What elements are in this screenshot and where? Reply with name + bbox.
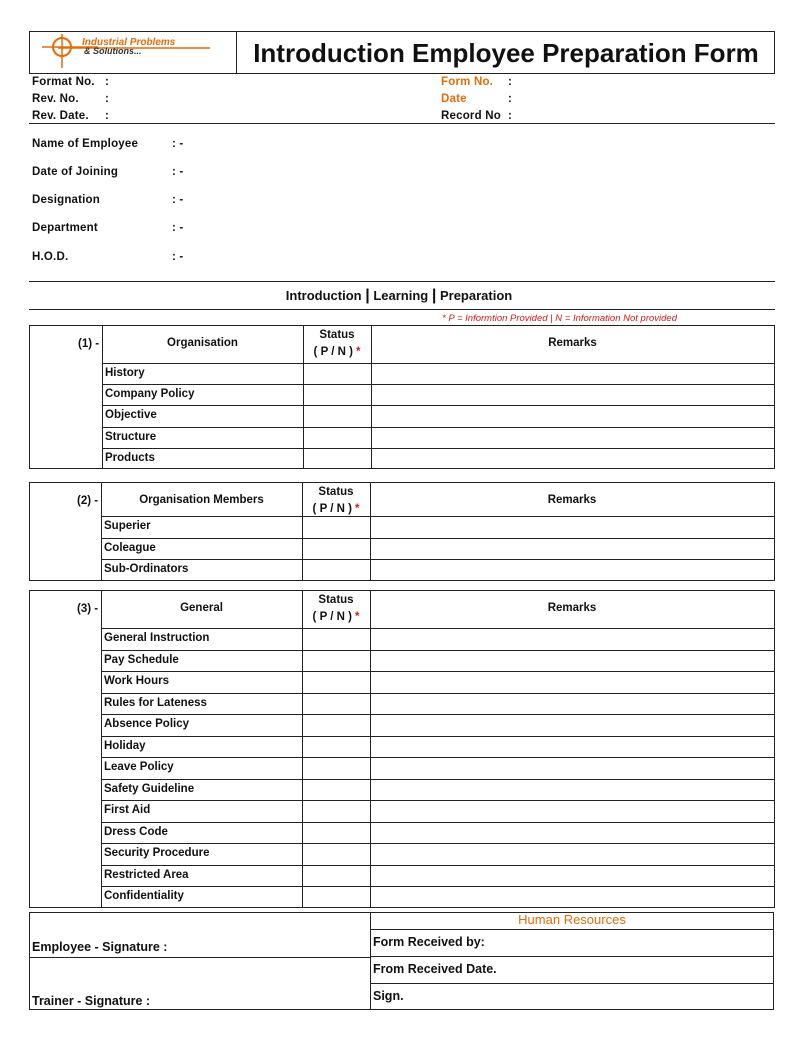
status-header-line2 [303,344,371,361]
section-top-line [29,281,775,282]
employee-field-value[interactable]: : - [172,166,184,178]
checklist-item-label: Safety Guideline [104,782,195,795]
meta-separator: : [105,110,110,122]
heading-introduction: Introduction [285,288,362,303]
checklist-item-label: Restricted Area [104,868,189,881]
meta-label: Form No. [441,76,494,88]
section-number: (1) - [78,338,100,350]
status-cell[interactable] [303,737,369,757]
employee-field-label: H.O.D. [32,251,69,263]
hr-title: Human Resources [518,912,626,927]
status-cell[interactable] [303,629,369,649]
heading-learning: Learning [373,288,429,303]
status-header-line1: Status [318,486,354,498]
status-cell[interactable] [303,672,369,692]
checklist-item-label: Coleague [104,541,156,554]
status-header-star: * [355,346,361,358]
status-cell[interactable] [304,449,370,468]
status-cell[interactable] [303,651,369,671]
heading-preparation: Preparation [439,288,513,303]
status-header-line1: Status [318,594,354,606]
meta-divider [29,123,775,124]
received-date-label: From Received Date. [373,962,497,976]
status-header [302,484,370,518]
footer-right-line3 [370,983,774,984]
remarks-cell[interactable] [371,715,773,735]
checklist-item-label: Pay Schedule [104,653,179,666]
remarks-cell[interactable] [372,428,773,447]
remarks-cell[interactable] [371,844,773,864]
remarks-cell[interactable] [371,737,773,757]
employee-signature-label: Employee - Signature : [32,940,168,954]
status-header-line2 [302,501,370,518]
status-cell[interactable] [303,780,369,800]
status-cell[interactable] [303,844,369,864]
meta-label: Rev. No. [32,93,79,105]
remarks-cell[interactable] [372,364,773,383]
status-cell[interactable] [303,560,369,580]
employee-field-label: Date of Joining [32,166,119,178]
status-cell[interactable] [303,887,369,907]
checklist-item-label: Confidentiality [104,890,184,902]
remarks-cell[interactable] [371,866,773,886]
section-number: (2) - [77,495,99,507]
remarks-cell[interactable] [372,385,773,404]
meta-label: Format No. [32,76,95,88]
company-logo [40,34,230,70]
checklist-item-label: Superier [104,520,151,532]
remarks-cell[interactable] [371,672,773,692]
employee-field-value[interactable]: : - [172,251,184,263]
checklist-item-label: Structure [105,430,157,443]
heading-separator: | [431,287,437,304]
checklist-item-label: Objective [105,409,157,422]
status-cell[interactable] [303,694,369,714]
employee-field-label: Name of Employee [32,138,139,150]
section-number: (3) - [77,603,99,615]
status-cell[interactable] [303,866,369,886]
status-header [302,592,370,626]
status-cell[interactable] [304,364,370,383]
checklist-item-label: Security Procedure [104,847,210,859]
status-header-line2 [302,609,370,626]
checklist-item-label: Absence Policy [104,718,190,730]
remarks-cell[interactable] [371,780,773,800]
remarks-cell[interactable] [371,539,773,559]
employee-field-label: Designation [32,194,101,206]
logo-line2: & Solutions... [84,46,142,56]
status-cell[interactable] [303,517,369,537]
remarks-header: Remarks [547,494,597,506]
checklist-item-label: Holiday [104,739,146,752]
section-bottom-line [29,309,775,310]
meta-label: Rev. Date. [32,110,89,122]
status-cell[interactable] [304,428,370,447]
checklist-item-label: Rules for Lateness [104,696,207,709]
trainer-signature-label: Trainer - Signature : [32,994,151,1008]
column-line [101,590,102,908]
employee-field-value[interactable]: : - [172,138,184,150]
form-title: Introduction Employee Preparation Form [253,38,759,68]
status-header-line1: Status [319,329,355,341]
employee-field-label: Department [32,222,98,234]
status-cell[interactable] [304,385,370,404]
header-divider [236,31,237,74]
status-header-pn: ( P / N ) [312,503,352,515]
status-header-pn: ( P / N ) [313,346,353,358]
remarks-cell[interactable] [371,801,773,821]
meta-separator: : [508,76,513,88]
status-header-pn: ( P / N ) [312,611,352,623]
status-cell[interactable] [303,823,369,843]
employee-field-value[interactable]: : - [172,194,184,206]
status-cell[interactable] [303,758,369,778]
meta-label: Date [441,93,467,105]
checklist-item-label: Leave Policy [104,761,174,773]
section-heading-cell: Organisation [167,337,238,349]
remarks-cell[interactable] [371,517,773,537]
heading-separator: | [365,287,370,304]
status-legend: * P = Informtion Provided | N = Information Not provided [442,313,677,324]
remarks-header: Remarks [548,337,597,349]
status-header-star: * [354,503,360,515]
employee-field-value[interactable]: : - [172,222,184,234]
remarks-cell[interactable] [372,406,773,425]
status-cell[interactable] [304,406,370,425]
meta-separator: : [508,93,513,105]
section-heading-cell: General [180,602,223,614]
remarks-cell[interactable] [371,651,773,671]
remarks-cell[interactable] [371,887,773,907]
remarks-cell[interactable] [371,823,773,843]
remarks-cell[interactable] [371,629,773,649]
status-header [303,327,371,361]
remarks-cell[interactable] [371,694,773,714]
section-heading-cell: Organisation Members [139,494,264,506]
form-received-by-label: Form Received by: [373,935,485,949]
checklist-item-label: Products [105,451,155,464]
checklist-item-label: History [105,367,145,379]
status-cell[interactable] [303,801,369,821]
status-header-star: * [354,611,360,623]
meta-label: Record No [441,110,501,122]
footer-right-line1 [370,929,774,930]
status-cell[interactable] [303,539,369,559]
checklist-item-label: Dress Code [104,825,168,838]
sign-label: Sign. [373,989,404,1003]
status-cell[interactable] [303,715,369,735]
meta-separator: : [508,110,513,122]
remarks-cell[interactable] [371,758,773,778]
remarks-header: Remarks [547,602,597,614]
footer-left-split [29,957,370,958]
meta-separator: : [105,76,110,88]
checklist-item-label: Company Policy [105,388,195,401]
checklist-item-label: First Aid [104,804,151,816]
remarks-cell[interactable] [372,449,773,468]
checklist-item-label: Sub-Ordinators [104,563,189,575]
remarks-cell[interactable] [371,560,773,580]
section-heading [0,287,798,305]
meta-separator: : [105,93,110,105]
checklist-item-label: General Instruction [104,632,210,644]
checklist-item-label: Work Hours [104,675,169,687]
logo-line1: Industrial Problems [82,37,176,48]
footer-right-line2 [370,956,774,957]
